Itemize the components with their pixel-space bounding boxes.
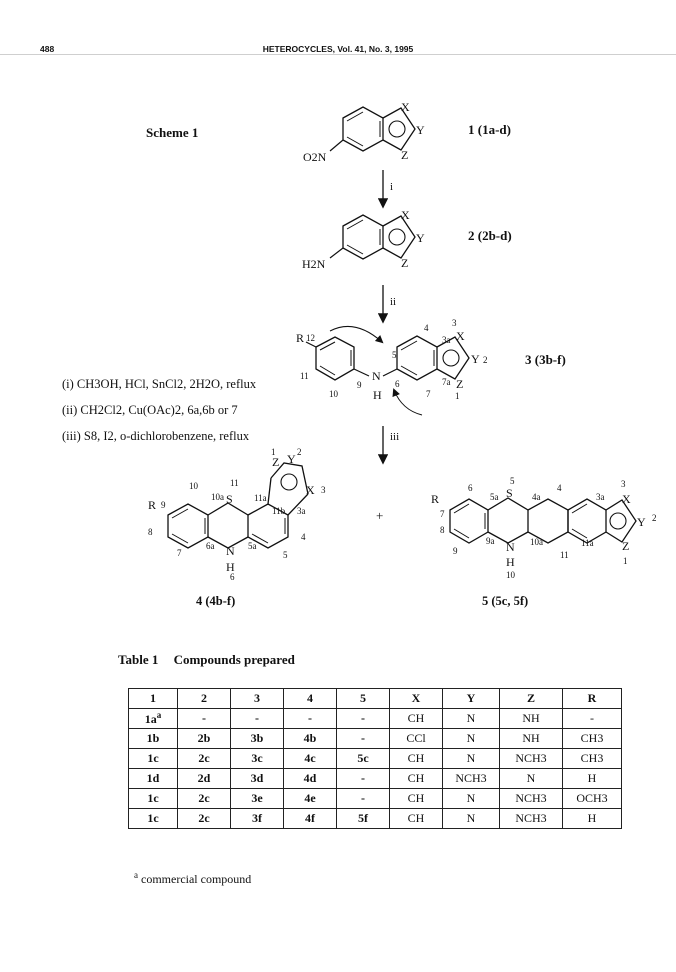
- table-cell: $1a^a$: [129, 709, 178, 729]
- table-cell: N: [443, 709, 500, 729]
- page-number: 488: [40, 44, 55, 54]
- svg-text:3: 3: [621, 479, 626, 489]
- compound-5-z: Z: [622, 539, 630, 553]
- compound-1-label: 1 (1a-d): [468, 122, 511, 137]
- table-row: [129, 729, 622, 749]
- table-title: Compounds prepared: [173, 652, 295, 667]
- svg-text:11b: 11b: [272, 506, 286, 516]
- scheme-title: Scheme 1: [146, 125, 199, 140]
- svg-text:11a: 11a: [581, 538, 594, 548]
- table-cell: 5c: [337, 749, 390, 769]
- footnote-text: commercial compound: [141, 872, 252, 886]
- header-cell: X: [390, 689, 443, 709]
- svg-text:1: 1: [455, 391, 460, 401]
- table-cell: 1d: [129, 769, 178, 789]
- header-cell: 3: [231, 689, 284, 709]
- table-number: Table 1: [118, 652, 159, 667]
- compound-1-structure: [303, 100, 425, 164]
- svg-text:4: 4: [424, 323, 429, 333]
- table-cell: 4e: [284, 789, 337, 809]
- table-cell: CH3: [563, 749, 622, 769]
- table-cell: -: [337, 709, 390, 729]
- table-cell: CH: [390, 709, 443, 729]
- svg-text:3a: 3a: [297, 506, 306, 516]
- table-cell: -: [284, 709, 337, 729]
- compound-4-n: N: [226, 544, 235, 558]
- compound-5-label: 5 (5c, 5f): [482, 594, 529, 608]
- compound-5-x: X: [622, 492, 631, 506]
- table-caption: [118, 652, 295, 668]
- compound-3-h: H: [373, 388, 382, 402]
- compound-1-y: Y: [416, 123, 425, 137]
- journal-title: HETEROCYCLES, Vol. 41, No. 3, 1995: [262, 44, 414, 54]
- compound-2-label: 2 (2b-d): [468, 228, 512, 243]
- compound-4-z: Z: [272, 455, 280, 469]
- svg-text:5: 5: [283, 550, 288, 560]
- footnote-marker: a: [134, 870, 138, 880]
- svg-text:2: 2: [652, 513, 657, 523]
- row-superscript: a: [156, 710, 162, 720]
- svg-text:9a: 9a: [486, 536, 495, 546]
- table-cell: 2c: [178, 789, 231, 809]
- table-cell: -: [337, 789, 390, 809]
- table-row: [129, 789, 622, 809]
- table-header-row: [129, 689, 622, 709]
- compound-5-structure: [431, 476, 657, 580]
- condition-i: (i) CH3OH, HCl, SnCl2, 2H2O, reflux: [62, 377, 257, 391]
- svg-text:4: 4: [557, 483, 562, 493]
- table-cell: 3c: [231, 749, 284, 769]
- amino-group: H2N: [302, 257, 326, 271]
- svg-text:11: 11: [300, 371, 309, 381]
- compound-1-x: X: [401, 100, 410, 114]
- table-cell: 3d: [231, 769, 284, 789]
- svg-text:7: 7: [177, 548, 182, 558]
- table-cell: -: [337, 769, 390, 789]
- table-cell: NCH3: [500, 749, 563, 769]
- table-cell: 3e: [231, 789, 284, 809]
- table-row: [129, 769, 622, 789]
- condition-iii: (iii) S8, I2, o-dichlorobenzene, reflux: [62, 429, 250, 443]
- plus-sign: +: [376, 508, 384, 523]
- table-cell: H: [563, 769, 622, 789]
- table-cell: 3f: [231, 809, 284, 829]
- svg-text:9: 9: [161, 500, 166, 510]
- header-cell: 2: [178, 689, 231, 709]
- compound-4-x: X: [306, 483, 315, 497]
- svg-text:11a: 11a: [254, 493, 267, 503]
- compound-4-label: 4 (4b-f): [196, 594, 236, 608]
- table-cell: 2c: [178, 809, 231, 829]
- arrow-i-label: i: [390, 181, 394, 193]
- table-cell: OCH3: [563, 789, 622, 809]
- svg-text:6: 6: [395, 379, 400, 389]
- table-cell: CH: [390, 749, 443, 769]
- svg-text:11: 11: [230, 478, 239, 488]
- compounds-table: [128, 688, 622, 829]
- compound-3-r: R: [296, 331, 305, 345]
- compound-2-y: Y: [416, 231, 425, 245]
- table-cell: -: [231, 709, 284, 729]
- table-row: [129, 809, 622, 829]
- table-cell: CCl: [390, 729, 443, 749]
- table-cell: CH: [390, 809, 443, 829]
- compound-5-n: N: [506, 540, 515, 554]
- compound-3-structure: [296, 318, 488, 415]
- table-cell: 4d: [284, 769, 337, 789]
- table-cell: -: [563, 709, 622, 729]
- compound-3-x: X: [456, 329, 465, 343]
- compound-4-y: Y: [287, 452, 296, 466]
- compound-2-structure: [302, 208, 425, 271]
- table-cell: 2d: [178, 769, 231, 789]
- table-row: [129, 709, 622, 729]
- svg-text:12: 12: [306, 333, 315, 343]
- compound-2-x: X: [401, 208, 410, 222]
- compound-4-s: S: [226, 492, 233, 506]
- svg-text:3a: 3a: [596, 492, 605, 502]
- table-cell: 4c: [284, 749, 337, 769]
- table-cell: 1c: [129, 749, 178, 769]
- svg-text:10: 10: [189, 481, 198, 491]
- table-cell: 2c: [178, 749, 231, 769]
- compound-3-z: Z: [456, 377, 464, 391]
- svg-text:6: 6: [230, 572, 235, 582]
- header-cell: R: [563, 689, 622, 709]
- header-cell: Z: [500, 689, 563, 709]
- svg-text:7: 7: [440, 509, 445, 519]
- svg-text:11: 11: [560, 550, 569, 560]
- svg-text:7: 7: [426, 389, 431, 399]
- svg-text:8: 8: [148, 527, 153, 537]
- svg-text:10a: 10a: [530, 537, 543, 547]
- svg-text:9: 9: [357, 380, 362, 390]
- svg-text:5a: 5a: [490, 492, 499, 502]
- svg-text:4a: 4a: [532, 492, 541, 502]
- compound-3-n: N: [372, 369, 381, 383]
- table-cell: NH: [500, 709, 563, 729]
- table-row: [129, 749, 622, 769]
- compound-1-z: Z: [401, 148, 409, 162]
- header-cell: 1: [129, 689, 178, 709]
- svg-text:1: 1: [271, 447, 276, 457]
- arrow-iii-label: iii: [390, 431, 400, 443]
- table-cell: NH: [500, 729, 563, 749]
- svg-text:10: 10: [329, 389, 338, 399]
- table-body: [129, 709, 622, 829]
- header-cell: 5: [337, 689, 390, 709]
- table-cell: CH: [390, 769, 443, 789]
- table-cell: 4b: [284, 729, 337, 749]
- table-cell: 3b: [231, 729, 284, 749]
- table-cell: 1c: [129, 789, 178, 809]
- compound-2-z: Z: [401, 256, 409, 270]
- svg-text:5: 5: [510, 476, 515, 486]
- nitro-group: O2N: [303, 150, 327, 164]
- table-cell: N: [500, 769, 563, 789]
- compound-5-s: S: [506, 486, 513, 500]
- table-cell: NCH3: [443, 769, 500, 789]
- compound-4-r: R: [148, 498, 157, 512]
- svg-text:4: 4: [301, 532, 306, 542]
- compound-3-label: 3 (3b-f): [525, 352, 566, 367]
- condition-ii: (ii) CH2Cl2, Cu(OAc)2, 6a,6b or 7: [62, 403, 238, 417]
- table-cell: N: [443, 749, 500, 769]
- table-cell: NCH3: [500, 789, 563, 809]
- header-cell: 4: [284, 689, 337, 709]
- table-cell: 1c: [129, 809, 178, 829]
- table-cell: 5f: [337, 809, 390, 829]
- svg-text:1: 1: [623, 556, 628, 566]
- table-cell: CH3: [563, 729, 622, 749]
- table-cell: -: [178, 709, 231, 729]
- compound-4-structure: [148, 447, 326, 582]
- svg-text:6: 6: [468, 483, 473, 493]
- compound-4-h: H: [226, 560, 235, 574]
- table-cell: 1b: [129, 729, 178, 749]
- compound-5-y: Y: [637, 515, 646, 529]
- svg-text:3: 3: [321, 485, 326, 495]
- compound-5-r: R: [431, 492, 440, 506]
- table-cell: H: [563, 809, 622, 829]
- arrow-ii-label: ii: [390, 296, 397, 308]
- svg-text:2: 2: [483, 355, 488, 365]
- table-cell: CH: [390, 789, 443, 809]
- table-cell: 4f: [284, 809, 337, 829]
- table-cell: N: [443, 729, 500, 749]
- svg-text:3: 3: [452, 318, 457, 328]
- svg-text:5: 5: [392, 350, 397, 360]
- svg-text:7a: 7a: [442, 377, 451, 387]
- table-cell: -: [337, 729, 390, 749]
- table-cell: N: [443, 809, 500, 829]
- table-cell: N: [443, 789, 500, 809]
- svg-text:2: 2: [297, 447, 302, 457]
- table-footnote: [134, 870, 251, 887]
- svg-text:9: 9: [453, 546, 458, 556]
- svg-text:10a: 10a: [211, 492, 224, 502]
- compound-3-y: Y: [471, 352, 480, 366]
- header-cell: Y: [443, 689, 500, 709]
- svg-text:5a: 5a: [248, 541, 257, 551]
- svg-text:8: 8: [440, 525, 445, 535]
- svg-text:10: 10: [506, 570, 515, 580]
- table-cell: NCH3: [500, 809, 563, 829]
- table-cell: 2b: [178, 729, 231, 749]
- svg-text:6a: 6a: [206, 541, 215, 551]
- compound-5-h: H: [506, 555, 515, 569]
- svg-text:3a: 3a: [442, 335, 451, 345]
